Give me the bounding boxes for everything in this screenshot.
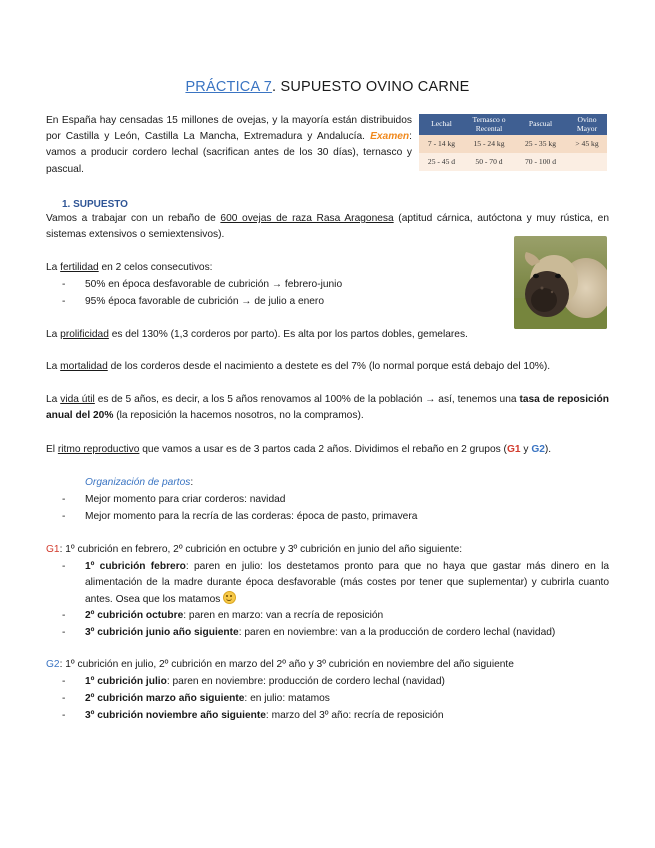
text: El (46, 444, 58, 455)
list-item (85, 608, 609, 624)
text: : paren en julio: los destetamos pronto para que no haya que gastar más dinero en la alimentación de la madre durante época desfavorable (más costes por tener que suplementar) y cubrirla cuanto antes. Osea que los matamos (85, 561, 609, 606)
text: La (46, 329, 61, 340)
text: y (520, 444, 532, 455)
group-label-g2: G2 (46, 659, 60, 670)
text: es de 5 años, es decir, a los 5 años renovamos al 100% de la población → así, tenemos una (94, 394, 520, 405)
table-cell: > 45 kg (567, 135, 607, 153)
bold-text: 2º cubrición octubre (85, 610, 184, 621)
table-cell: 7 - 14 kg (419, 135, 464, 153)
text: : 1º cubrición en febrero, 2º cubrición en octubre y 3º cubrición en junio del año siguiente: (59, 544, 463, 555)
table-row (419, 135, 607, 153)
table-header-row (419, 114, 607, 135)
intro-text-a: En España hay censadas 15 millones de ovejas, y la mayoría están distribuidos por Castilla y León, Castilla La Mancha, Extremadura y Andalucía. (46, 115, 412, 143)
rhythm-paragraph (46, 442, 609, 458)
bullet-dash: - (62, 296, 66, 307)
list-item: Mejor momento para la recría de las corderas: época de pasto, primavera (85, 511, 418, 522)
prolificacy-paragraph (46, 327, 609, 343)
text: (la reposición la hacemos nosotros, no la compramos). (113, 410, 364, 422)
text: La (46, 361, 61, 372)
underlined-text: vida útil (60, 394, 95, 405)
underlined-text: fertilidad (60, 262, 99, 273)
table-cell: 70 - 100 d (514, 153, 567, 171)
table-cell: 25 - 45 d (419, 153, 464, 171)
text: La (46, 394, 61, 405)
text: : (190, 477, 194, 488)
bold-text: 3º cubrición noviembre año siguiente (85, 710, 266, 721)
underlined-text: prolificidad (60, 329, 109, 340)
list-item: 50% en época desfavorable de cubrición → febrero-junio (85, 279, 343, 290)
text: ). (544, 444, 552, 455)
text: es del 130% (1,3 corderos por parto). Es alta por los partos dobles, gemelares. (108, 329, 468, 340)
text: que vamos a usar es de 3 partos cada 2 años. Dividimos el rebaño en 2 grupos ( (139, 444, 507, 455)
bullet-dash: - (62, 710, 66, 721)
group-label-g1: G1 (46, 544, 60, 555)
bullet-dash: - (62, 561, 66, 572)
section-heading: 1. SUPUESTO (62, 199, 128, 210)
list-item (85, 559, 609, 609)
table-cell: 50 - 70 d (464, 153, 514, 171)
bullet-dash: - (62, 676, 66, 687)
title-rest: . SUPUESTO OVINO CARNE (272, 79, 470, 95)
bullet-dash: - (62, 610, 66, 621)
text: Vamos a trabajar con un rebaño de (46, 213, 221, 224)
bold-text: 3º cubrición junio año siguiente (85, 627, 239, 638)
text: : 1º cubrición en julio, 2º cubrición en marzo del 2º año y 3º cubrición en noviembre del año siguiente (59, 659, 514, 670)
table-header: Lechal (419, 114, 464, 135)
list-item (85, 674, 609, 690)
bold-text: 1º cubrición febrero (85, 561, 186, 572)
list-item (85, 691, 609, 707)
organization-heading (85, 475, 193, 491)
table-header: Ternasco o Recental (464, 114, 514, 135)
table-cell (567, 153, 607, 171)
table-cell: 25 - 35 kg (514, 135, 567, 153)
list-item: 95% época favorable de cubrición → de julio a enero (85, 296, 324, 307)
exam-label: Examen (370, 131, 410, 143)
mortality-paragraph (46, 359, 609, 375)
g2-paragraph (46, 657, 609, 673)
text: La (46, 262, 61, 273)
fertility-paragraph (46, 260, 609, 276)
list-item (85, 625, 609, 641)
text: : marzo del 3º año: recría de reposición (265, 710, 444, 721)
useful-life-paragraph (46, 392, 609, 424)
page-title (0, 78, 655, 96)
slight-smile-emoji-icon (223, 591, 236, 604)
text: en 2 celos consecutivos: (98, 262, 213, 273)
table-header: Pascual (514, 114, 567, 135)
bullet-dash: - (62, 693, 66, 704)
underlined-text: mortalidad (60, 361, 108, 372)
g1-paragraph (46, 542, 609, 558)
bullet-dash: - (62, 494, 66, 505)
table-cell: 15 - 24 kg (464, 135, 514, 153)
text: (aptitud cárnica, autóctona y muy rústica, en sistemas extensivos o semiextensivos). (46, 213, 610, 241)
group-label-g1: G1 (506, 444, 521, 455)
bold-text: tasa de reposición anual del 20% (46, 394, 609, 422)
intro-text-b: : vamos a producir cordero lechal (sacrifican antes de los 30 días), ternasco y pascual. (46, 131, 412, 175)
text: de los corderos desde el nacimiento a destete es del 7% (lo normal porque está debajo del 10%). (107, 361, 551, 372)
text: : en julio: matamos (244, 693, 330, 704)
list-item (85, 708, 609, 724)
text: : paren en noviembre: van a la producción de cordero lechal (navidad) (238, 627, 556, 638)
intro-paragraph (46, 113, 412, 178)
bold-text: 2º cubrición marzo año siguiente (85, 693, 245, 704)
organization-title: Organización de partos (85, 477, 191, 488)
underlined-text: ritmo reproductivo (57, 444, 140, 455)
bullet-dash: - (62, 511, 66, 522)
underlined-text: 600 ovejas de raza Rasa Aragonesa (220, 213, 394, 224)
table-row (419, 153, 607, 171)
bullet-dash: - (62, 627, 66, 638)
bold-text: 1º cubrición julio (85, 676, 167, 687)
table-header: Ovino Mayor (567, 114, 607, 135)
text: : paren en noviembre: producción de cordero lechal (navidad) (166, 676, 445, 687)
group-label-g2: G2 (531, 444, 545, 455)
list-item: Mejor momento para criar corderos: navidad (85, 494, 286, 505)
bullet-dash: - (62, 279, 66, 290)
title-link[interactable]: PRÁCTICA 7 (185, 79, 273, 95)
lamb-category-table (419, 114, 607, 171)
text: : paren en marzo: van a recría de reposición (183, 610, 384, 621)
